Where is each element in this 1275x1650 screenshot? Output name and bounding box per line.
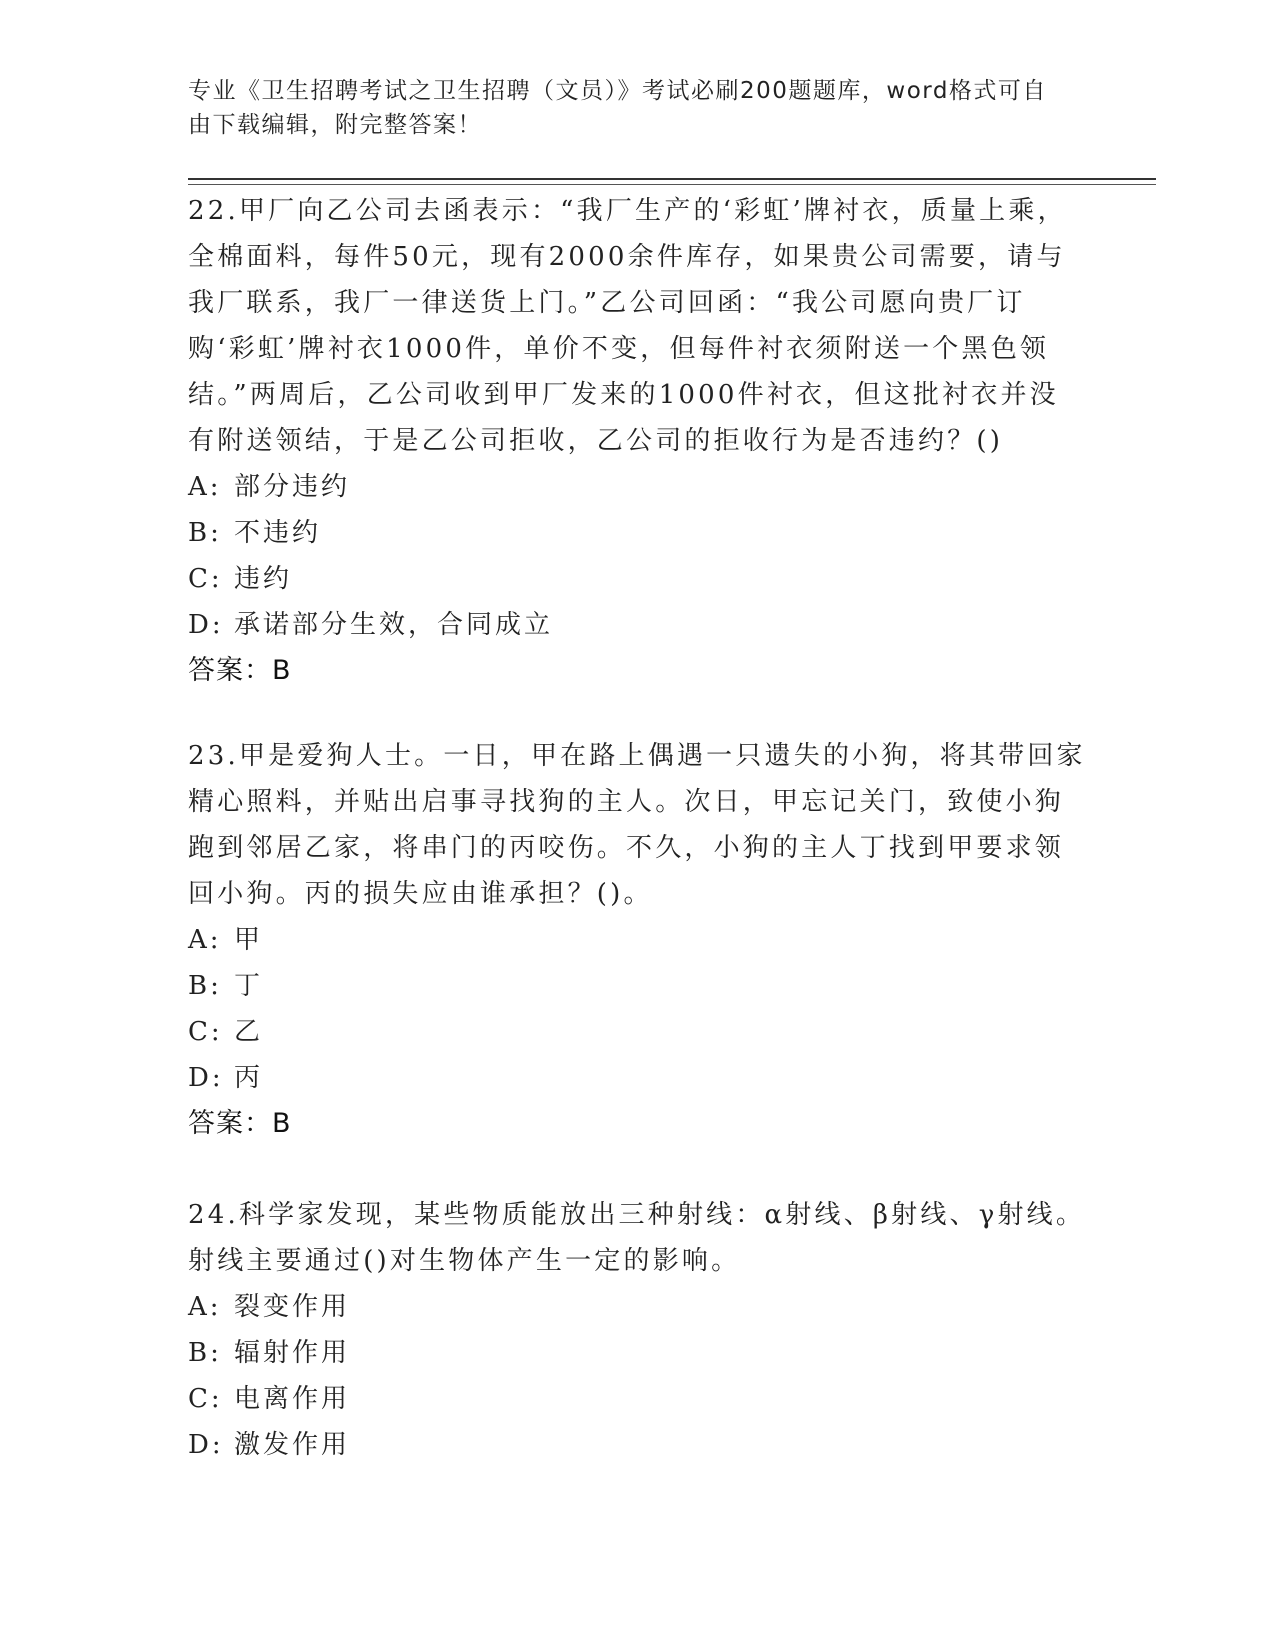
option-a — [188, 917, 1088, 963]
option-key: A: — [188, 472, 222, 502]
option-b — [188, 510, 1088, 556]
option-a — [188, 464, 1088, 510]
option-text: 违约 — [234, 564, 293, 594]
option-b — [188, 1330, 1088, 1376]
option-d — [188, 1422, 1088, 1468]
option-c — [188, 1376, 1088, 1422]
option-text: 辐射作用 — [234, 1338, 351, 1368]
option-key: C: — [188, 1017, 223, 1047]
option-key: D: — [188, 1430, 224, 1460]
option-text: 承诺部分生效，合同成立 — [234, 610, 554, 640]
option-key: A: — [188, 925, 222, 955]
option-c — [188, 1009, 1088, 1055]
header-line: 由下载编辑，附完整答案！ — [188, 112, 482, 138]
option-key: B: — [188, 971, 222, 1001]
option-text: 不违约 — [234, 518, 322, 548]
option-a — [188, 1284, 1088, 1330]
option-text: 裂变作用 — [234, 1292, 351, 1322]
option-text: 丁 — [234, 971, 264, 1001]
header-divider — [188, 178, 1156, 180]
question-stem: 23.甲是爱狗人士。一日，甲在路上偶遇一只遗失的小狗，将其带回家精心照料，并贴出启事寻找狗的主人。次日，甲忘记关门，致使小狗跑到邻居乙家，将串门的丙咬伤。不久，小狗的主人丁找到甲要求领回小狗。丙的损失应由谁承担？()。 — [188, 741, 1086, 909]
option-key: D: — [188, 1063, 224, 1093]
question-24 — [188, 1192, 1088, 1468]
question-stem: 22.甲厂向乙公司去函表示：“我厂生产的‘彩虹’牌衬衣，质量上乘，全棉面料，每件50元，现有2000余件库存，如果贵公司需要，请与我厂联系，我厂一律送货上门。”乙公司回函：“我公司愿向贵厂订购‘彩虹’牌衬衣1000件，单价不变，但每件衬衣须附送一个黑色领结。”两周后，乙公司收到甲厂发来的1000件衬衣，但这批衬衣并没有附送领结，于是乙公司拒收，乙公司的拒收行为是否违约？() — [188, 196, 1067, 456]
option-text: 乙 — [234, 1017, 264, 1047]
option-text: 部分违约 — [234, 472, 351, 502]
option-b — [188, 963, 1088, 1009]
option-d — [188, 602, 1088, 648]
question-23 — [188, 733, 1088, 1147]
option-d — [188, 1055, 1088, 1101]
option-text: 电离作用 — [234, 1384, 351, 1414]
option-key: C: — [188, 564, 223, 594]
header-divider — [188, 184, 1156, 185]
option-text: 丙 — [234, 1063, 264, 1093]
question-stem: 24.科学家发现，某些物质能放出三种射线：α射线、β射线、γ射线。射线主要通过()对生物体产生一定的影响。 — [188, 1200, 1086, 1276]
option-c — [188, 556, 1088, 602]
option-key: A: — [188, 1292, 222, 1322]
option-key: D: — [188, 610, 224, 640]
header-line: 专业《卫生招聘考试之卫生招聘（文员）》考试必刷200题题库，word格式可自 — [188, 78, 1047, 104]
option-text: 激发作用 — [234, 1430, 351, 1460]
document-header — [188, 74, 1068, 142]
option-text: 甲 — [234, 925, 264, 955]
option-key: B: — [188, 1338, 222, 1368]
question-22 — [188, 188, 1088, 694]
answer-line: 答案：B — [188, 655, 292, 686]
answer-line: 答案：B — [188, 1108, 292, 1139]
option-key: C: — [188, 1384, 223, 1414]
option-key: B: — [188, 518, 222, 548]
